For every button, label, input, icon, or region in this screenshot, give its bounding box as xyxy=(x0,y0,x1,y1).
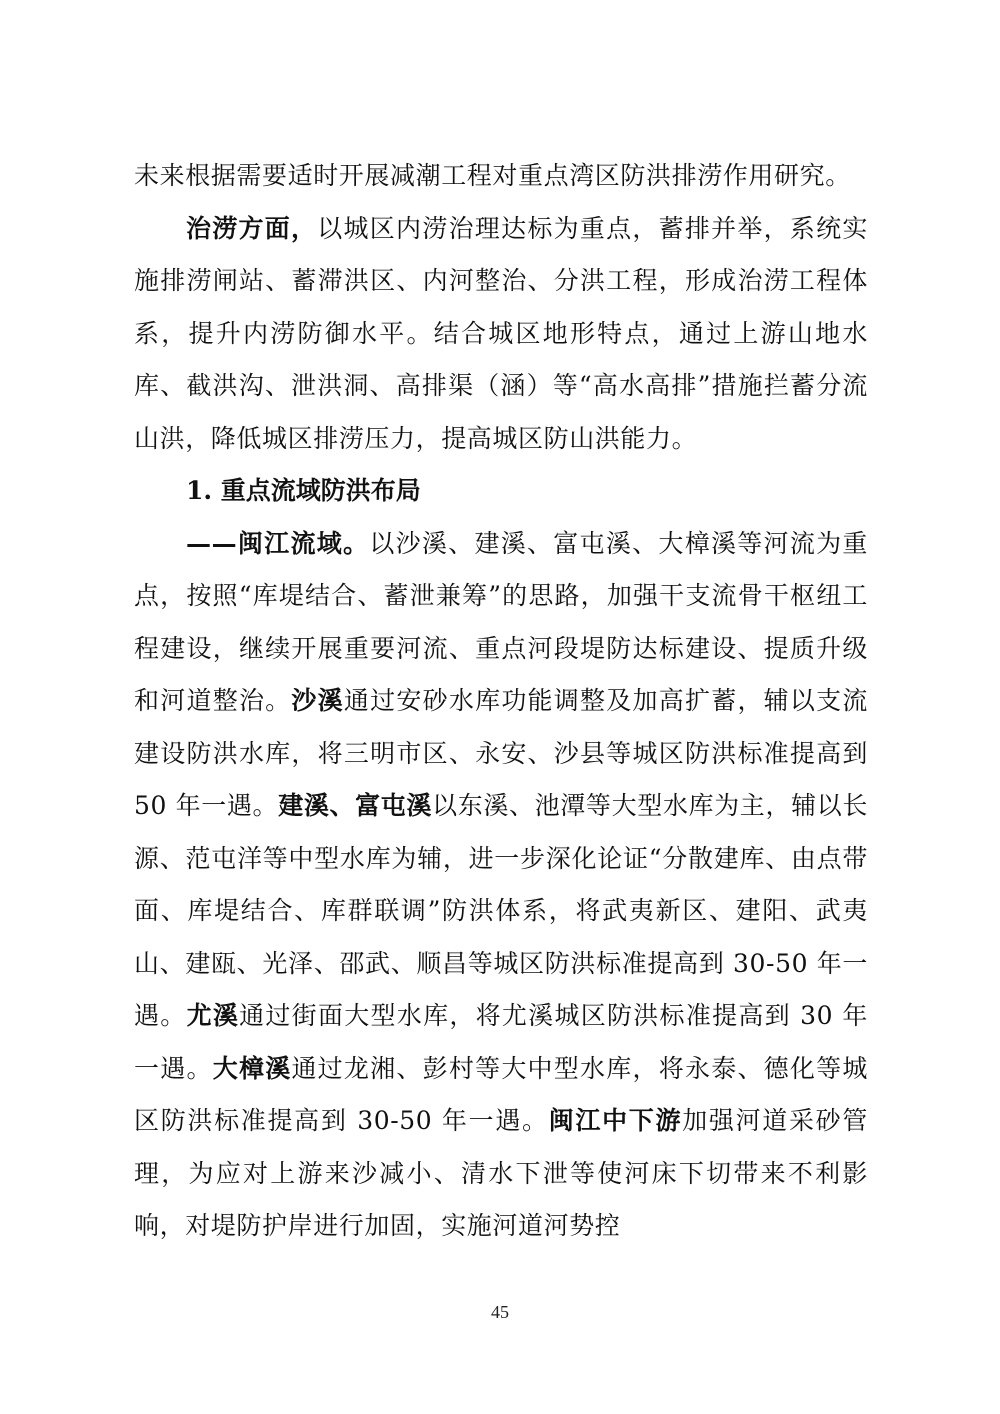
river-name-bold: 沙溪 xyxy=(291,686,344,715)
river-name-bold: 尤溪 xyxy=(186,1001,240,1030)
paragraph-lead-bold: 治涝方面， xyxy=(186,213,318,243)
paragraph-text: 以东溪、池潭等大型水库为主，辅以长源、范屯洋等中型水库为辅，进一步深化论证“分散建库、由点带面、库堤结合、库群联调”防洪体系，将武夷新区、建阳、武夷山、建瓯、光泽、邵武、顺昌等城区防洪标准提高到 30-50 年一遇。 xyxy=(134,791,868,1030)
paragraph-text: 通过安砂水库功能调整及加高扩蓄，辅以支流建设防洪水库，将三明市区、永安、沙县等城区防洪标准提高到 50 年一遇。 xyxy=(134,686,868,820)
river-name-bold: 大樟溪 xyxy=(212,1053,292,1083)
paragraph-continued xyxy=(134,150,868,203)
page-number: 45 xyxy=(491,1302,509,1322)
paragraph-text: 加强河道采砂管理，为应对上游来沙减小、清水下泄等使河床下切带来不利影响，对堤防护岸进行加固，实施河道河势控 xyxy=(134,1106,868,1240)
paragraph-lead-bold: ——闽江流域。 xyxy=(186,528,370,558)
paragraph-text: 通过龙湘、彭村等大中型水库，将永泰、德化等城区防洪标准提高到 30-50 年一遇。 xyxy=(134,1053,868,1135)
paragraph-minjiang xyxy=(134,518,868,1253)
river-name-bold: 建溪、富屯溪 xyxy=(278,791,433,820)
document-body xyxy=(134,150,868,1253)
paragraph-text: 以城区内涝治理达标为重点，蓄排并举，系统实施排涝闸站、蓄滞洪区、内河整治、分洪工程，形成治涝工程体系，提升内涝防御水平。结合城区地形特点，通过上游山地水库、截洪沟、泄洪洞、高排渠（涵）等“高水高排”措施拦蓄分流山洪，降低城区排涝压力，提高城区防山洪能力。 xyxy=(134,213,868,453)
paragraph-text: 以沙溪、建溪、富屯溪、大樟溪等河流为重点，按照“库堤结合、蓄泄兼筹”的思路，加强干支流骨干枢纽工程建设，继续开展重要河流、重点河段堤防达标建设、提质升级和河道整治。 xyxy=(134,528,869,715)
section-heading: 1. 重点流域防洪布局 xyxy=(186,476,421,505)
paragraph-text: 通过街面大型水库，将尤溪城区防洪标准提高到 30 年一遇。 xyxy=(134,1001,869,1083)
paragraph-text: 未来根据需要适时开展减潮工程对重点湾区防洪排涝作用研究。 xyxy=(134,161,851,190)
paragraph-drainage xyxy=(134,203,868,466)
river-name-bold: 闽江中下游 xyxy=(548,1106,683,1135)
